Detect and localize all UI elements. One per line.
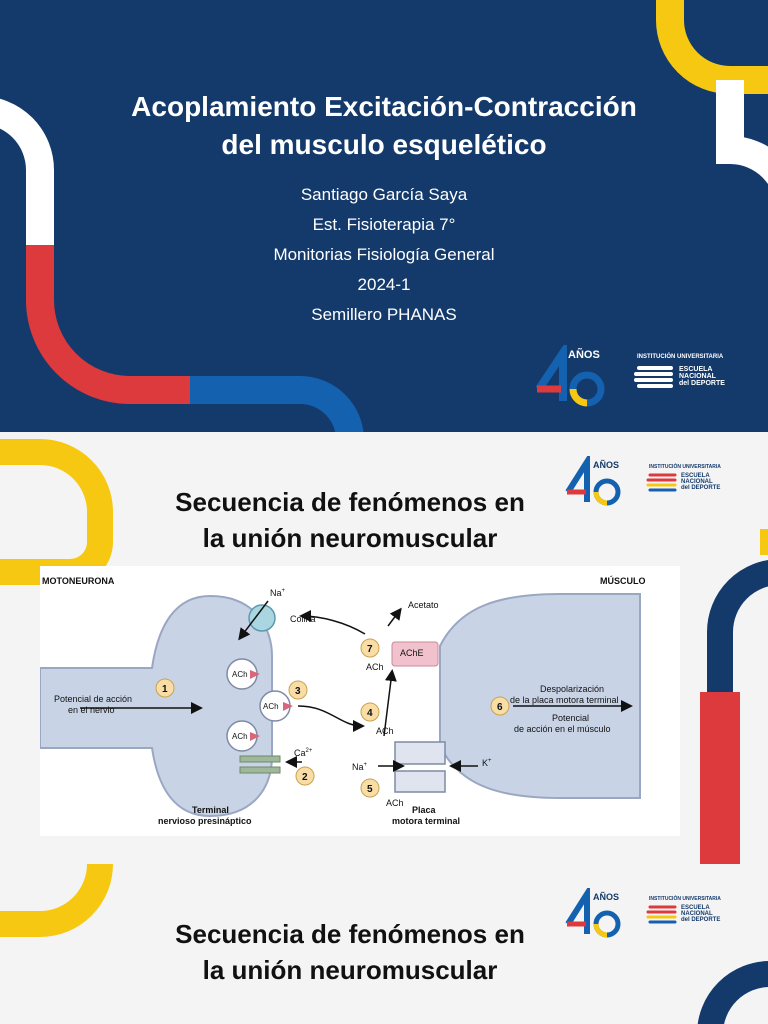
svg-text:7: 7 [367, 644, 373, 655]
na-top-label: Na+ [270, 588, 286, 598]
svg-text:1: 1 [162, 684, 168, 695]
title-slide [0, 0, 768, 432]
musculo-label: MÚSCULO [600, 576, 646, 586]
escuela-small2-line-1: ESCUELA [681, 905, 710, 911]
placa-label-line-1: Placa [412, 805, 436, 815]
step-6 [491, 697, 509, 715]
slide2-title-line-2: la unión neuromuscular [202, 523, 498, 553]
ach-label-step7: ACh [366, 662, 384, 672]
potencial-musculo-line-2: de acción en el músculo [514, 724, 611, 734]
escuela-name [679, 366, 725, 387]
escuela-logo-small [645, 464, 735, 496]
institucion-label: INSTITUCIÓN UNIVERSITARIA [637, 354, 724, 360]
years-label-small: AÑOS [593, 460, 620, 470]
ache-label: AChE [400, 648, 424, 658]
years-label-small-2: AÑOS [593, 892, 620, 902]
svg-text:3: 3 [295, 686, 301, 697]
neuromuscular-diagram-svg [40, 566, 680, 836]
escuela-logo-small-2 [645, 896, 735, 928]
potencial-musculo-line-1: Potencial [552, 713, 590, 723]
slide1-subtitles [0, 180, 768, 330]
ca-channel-top [240, 756, 280, 762]
deco-yellow-arc-left-bottom [0, 864, 100, 924]
deco-blue-arc-bottom [190, 390, 350, 432]
escuela-small-line-2: NACIONAL [681, 479, 713, 485]
ach-receptor-channel [395, 742, 445, 792]
step-4 [361, 703, 379, 721]
escuela-name-small [681, 473, 720, 491]
deco-yellow-arc-top [670, 0, 768, 80]
step-3 [289, 681, 307, 699]
escuela-line-3: del DEPORTE [679, 380, 725, 387]
forty-years-logo-small-2 [565, 888, 627, 938]
escuela-small-line-1: ESCUELA [681, 473, 710, 479]
depolarizacion-line-1: Despolarización [540, 684, 605, 694]
escuela-name-small-2 [681, 905, 720, 923]
title-line-2: del musculo esquelético [221, 129, 547, 160]
slide2-title [100, 484, 600, 556]
slide1-title [0, 88, 768, 164]
placa-label-line-2: motora terminal [392, 816, 461, 826]
deco-yellow-arc-left [0, 452, 100, 572]
acetato-label: Acetato [408, 600, 439, 610]
author-name: Santiago García Saya [300, 185, 468, 204]
escuela-line-2: NACIONAL [679, 373, 716, 380]
escuela-emblem-small-icon-2 [645, 904, 679, 926]
terminal-label-line-2: nervioso presináptico [158, 816, 252, 826]
period-label: 2024-1 [357, 275, 411, 294]
escuela-nacional-logo [633, 354, 743, 394]
ca-label: $Ca^{2+}$ [294, 748, 313, 758]
slide2-title-line-1: Secuencia de fenómenos en [175, 487, 525, 517]
step-1 [156, 679, 174, 697]
slide3-title-line-1: Secuencia de fenómenos en [175, 919, 525, 949]
ca-channel-bottom [240, 767, 280, 773]
years-label: AÑOS [568, 349, 600, 361]
na-bottom-label: Na+ [352, 762, 368, 772]
step-7 [361, 639, 379, 657]
ach-label-vesicle-2: ACh [232, 732, 248, 741]
forty-years-logo [535, 345, 610, 407]
colina-label: Colina [290, 614, 316, 624]
potencial-nervio-line-1: Potencial de acción [54, 694, 133, 704]
escuela-emblem-icon [633, 364, 675, 392]
step-2 [296, 767, 314, 785]
ach-label-vesicle-1: ACh [232, 670, 248, 679]
course-label: Monitorias Fisiología General [273, 245, 495, 264]
acetato-arrow [388, 610, 400, 626]
slide3-title [100, 916, 600, 988]
depolarizacion-line-2: de la placa motora terminal [510, 695, 619, 705]
potencial-nervio-line-2: en el nervio [68, 705, 115, 715]
ach-label-step4: ACh [376, 726, 394, 736]
ach-label-receptor: ACh [386, 798, 404, 808]
forty-years-logo-small [565, 456, 627, 506]
title-line-1: Acoplamiento Excitación-Contracción [131, 91, 637, 122]
svg-text:2: 2 [302, 772, 308, 783]
step-5 [361, 779, 379, 797]
escuela-emblem-small-icon [645, 472, 679, 494]
deco-navy-arc-bottom [710, 974, 768, 1024]
program-label: Est. Fisioterapia 7° [312, 215, 456, 234]
neuromuscular-slide-repeat [0, 864, 768, 1024]
neuromuscular-diagram [40, 566, 680, 836]
ach-label-release: ACh [263, 702, 279, 711]
group-label: Semillero PHANAS [311, 305, 457, 324]
escuela-small2-line-2: NACIONAL [681, 911, 713, 917]
institucion-label-small-2: INSTITUCIÓN UNIVERSITARIA [649, 896, 721, 902]
escuela-small2-line-3: del DEPORTE [681, 917, 721, 923]
motoneurona-label: MOTONEURONA [42, 576, 115, 586]
escuela-line-1: ESCUELA [679, 366, 713, 373]
deco-red-bar-right [700, 692, 740, 864]
neuromuscular-slide [0, 432, 768, 864]
institucion-label-small: INSTITUCIÓN UNIVERSITARIA [649, 464, 721, 470]
escuela-small-line-3: del DEPORTE [681, 485, 721, 491]
ach-release-arrow [298, 706, 362, 726]
svg-text:5: 5 [367, 784, 373, 795]
terminal-label-line-1: Terminal [192, 805, 229, 815]
svg-text:4: 4 [367, 708, 373, 719]
k-label: K+ [482, 758, 492, 768]
slide3-title-line-2: la unión neuromuscular [202, 955, 498, 985]
svg-text:6: 6 [497, 702, 503, 713]
